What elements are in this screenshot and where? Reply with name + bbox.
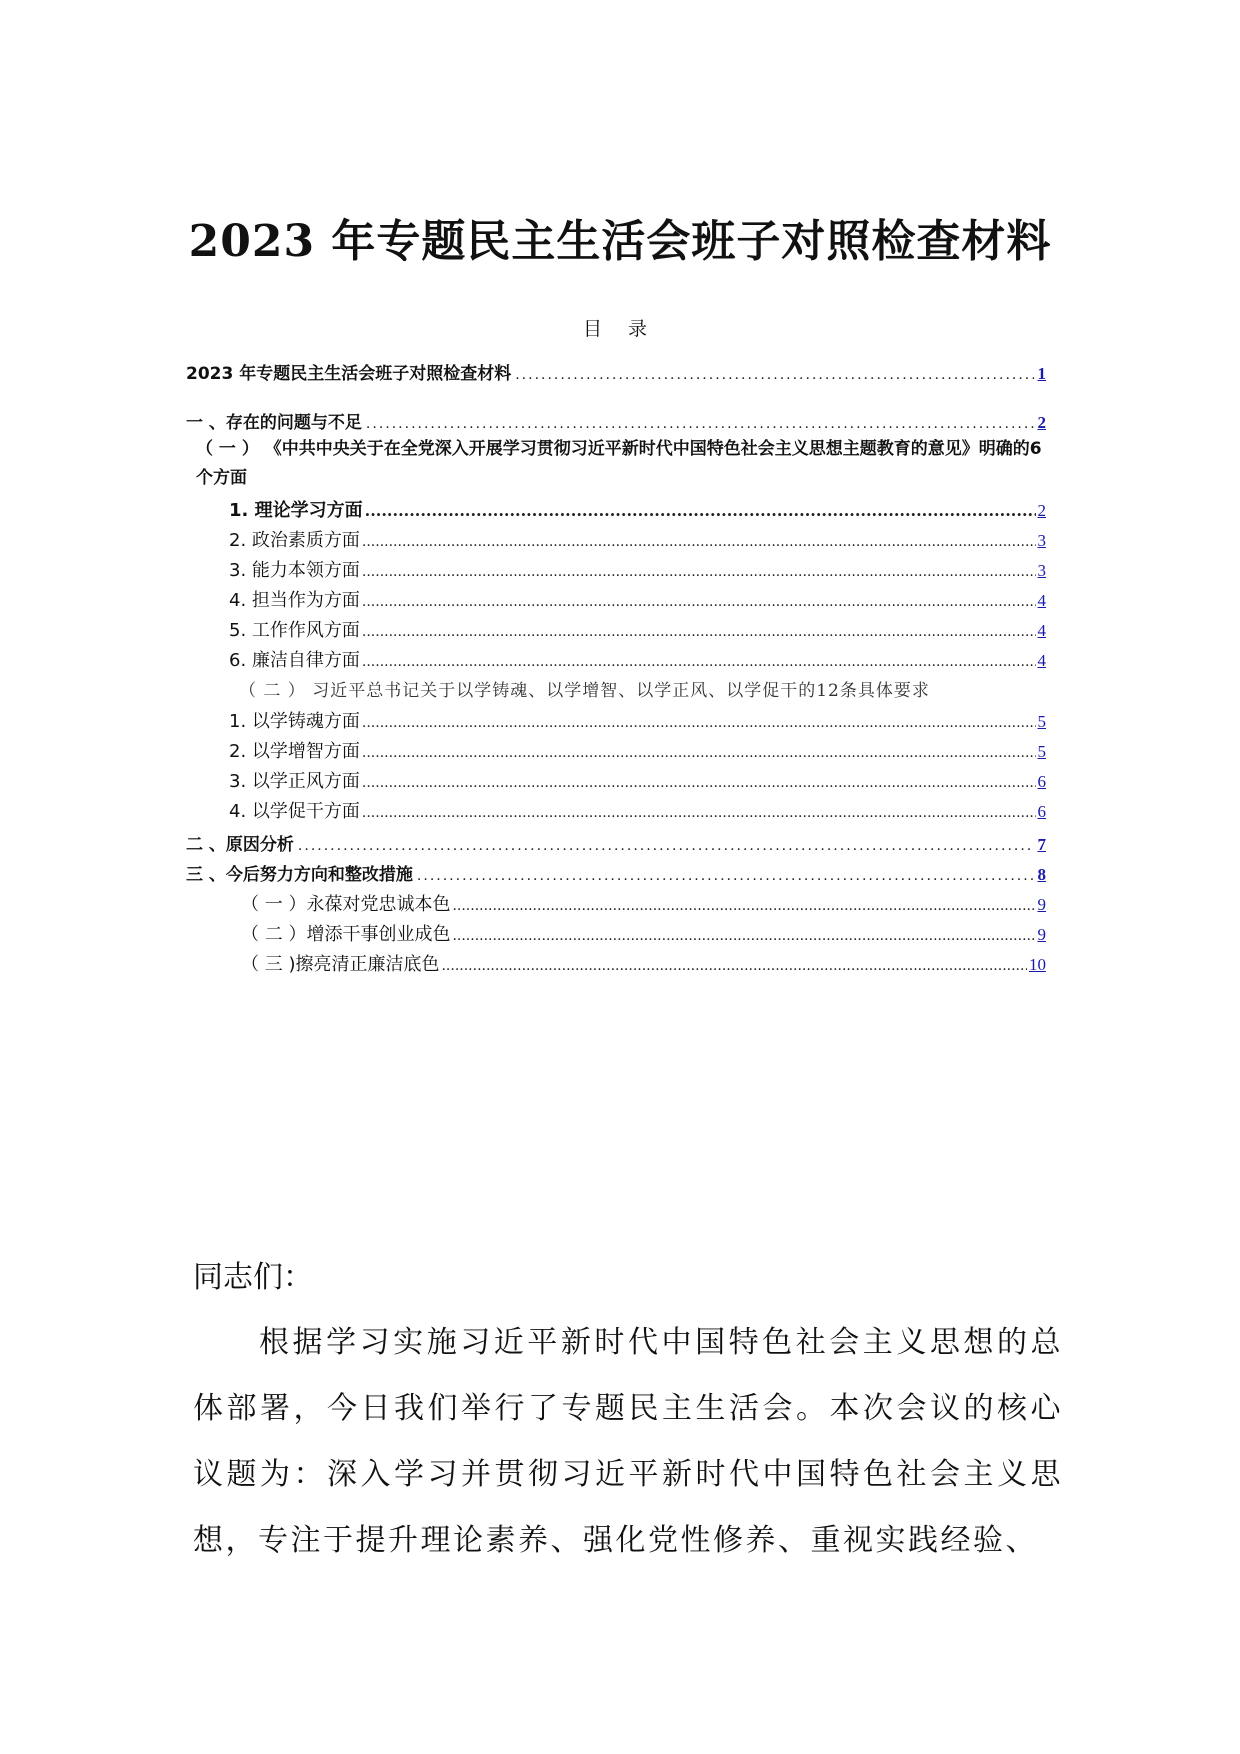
toc-entry-item[interactable]: [229, 648, 1046, 674]
dot-leader: [417, 863, 1034, 889]
toc-heading: 目 录: [582, 318, 658, 340]
dot-leader: [298, 833, 1034, 859]
toc-entry-item[interactable]: [229, 528, 1046, 554]
toc-entry-item[interactable]: [229, 709, 1046, 735]
toc-entry-label: 6. 廉洁自律方面: [229, 650, 360, 671]
document-title: 2023 年专题民主生活会班子对照检查材料: [188, 216, 1052, 267]
toc-entry-label: 1. 理论学习方面: [229, 500, 363, 521]
toc-page-link[interactable]: 10: [1029, 955, 1046, 974]
toc-entry-label: （ 三 )擦亮清正廉洁底色: [241, 954, 440, 975]
toc-page-link[interactable]: 3: [1037, 561, 1046, 580]
toc-subsection-1[interactable]: （ 一 ） 《中共中央关于在全党深入开展学习贯彻习近平新时代中国特色社会主义思想主题教育的意见》明确的6个方面: [196, 439, 1042, 488]
toc-entry-item[interactable]: [229, 558, 1046, 584]
toc-entry-label: 4. 担当作为方面: [229, 590, 360, 611]
toc-entry-label: 3. 能力本领方面: [229, 560, 360, 581]
toc-entry-item[interactable]: [229, 769, 1046, 795]
toc-entry-section-2[interactable]: [186, 832, 1046, 858]
toc-entry-item[interactable]: [229, 618, 1046, 644]
toc-page-link[interactable]: 5: [1037, 712, 1046, 731]
toc-entry-item[interactable]: [229, 588, 1046, 614]
toc-entry-label: （ 二 ）增添干事创业成色: [241, 924, 451, 945]
toc-entry-item[interactable]: [229, 799, 1046, 825]
dot-leader: [362, 589, 1036, 615]
toc-entry-label: 一 、存在的问题与不足: [186, 413, 362, 433]
dot-leader: [366, 411, 1034, 437]
toc-subsection-2[interactable]: （ 二 ） 习近平总书记关于以学铸魂、以学增智、以学正风、以学促干的12条具体要求: [239, 681, 930, 701]
toc-entry-label: 1. 以学铸魂方面: [229, 711, 360, 732]
toc-page-link[interactable]: 1: [1037, 364, 1046, 383]
toc-page-link[interactable]: 4: [1037, 591, 1046, 610]
toc-entry-item[interactable]: [229, 739, 1046, 765]
toc-entry-label: 4. 以学促干方面: [229, 801, 360, 822]
toc-entry-item[interactable]: [229, 498, 1046, 524]
toc-page-link[interactable]: 9: [1037, 895, 1046, 914]
dot-leader: [362, 559, 1036, 585]
toc-entry-item[interactable]: [241, 892, 1046, 918]
toc-page-link[interactable]: 4: [1037, 621, 1046, 640]
toc-entry-section-1[interactable]: [186, 410, 1046, 436]
dot-leader: [362, 800, 1036, 826]
toc-page-link[interactable]: 7: [1037, 835, 1046, 854]
toc-entry-item[interactable]: [241, 922, 1046, 948]
toc-entry-item[interactable]: [241, 952, 1046, 978]
toc-page-link[interactable]: 2: [1037, 501, 1046, 520]
toc-entry-label: 2. 以学增智方面: [229, 741, 360, 762]
toc-entry-label: 5. 工作作风方面: [229, 620, 360, 641]
toc-page-link[interactable]: 4: [1037, 651, 1046, 670]
body-paragraph: 根据学习实施习近平新时代中国特色社会主义思想的总体部署，今日我们举行了专题民主生活会。本次会议的核心议题为：深入学习并贯彻习近平新时代中国特色社会主义思想，专注于提升理论素养、强化党性修养、重视实践经验、: [193, 1325, 1063, 1558]
dot-leader: [452, 923, 1035, 949]
toc-entry-main[interactable]: [186, 361, 1046, 387]
dot-leader: [362, 740, 1036, 766]
toc-page-link[interactable]: 8: [1037, 865, 1046, 884]
dot-leader: [362, 619, 1036, 645]
toc-entry-label: （ 一 ）永葆对党忠诚本色: [241, 894, 451, 915]
dot-leader: [515, 362, 1033, 388]
toc-entry-label: 二 、原因分析: [186, 835, 294, 855]
toc-entry-section-3[interactable]: [186, 862, 1046, 888]
toc-entry-label: 3. 以学正风方面: [229, 771, 360, 792]
toc-page-link[interactable]: 9: [1037, 925, 1046, 944]
toc-page-link[interactable]: 5: [1037, 742, 1046, 761]
dot-leader: [362, 770, 1036, 796]
salutation: 同志们：: [193, 1260, 313, 1295]
toc-entry-label: 三 、今后努力方向和整改措施: [186, 865, 413, 885]
dot-leader: [452, 893, 1035, 919]
dot-leader: [365, 498, 1036, 524]
dot-leader: [441, 953, 1027, 979]
toc-entry-label: 2. 政治素质方面: [229, 530, 360, 551]
dot-leader: [362, 710, 1036, 736]
toc-entry-label: 2023 年专题民主生活会班子对照检查材料: [186, 364, 512, 384]
toc-page-link[interactable]: 6: [1037, 772, 1046, 791]
toc-page-link[interactable]: 3: [1037, 531, 1046, 550]
toc-page-link[interactable]: 2: [1037, 413, 1046, 432]
toc-page-link[interactable]: 6: [1037, 802, 1046, 821]
dot-leader: [362, 529, 1036, 555]
dot-leader: [362, 649, 1036, 675]
